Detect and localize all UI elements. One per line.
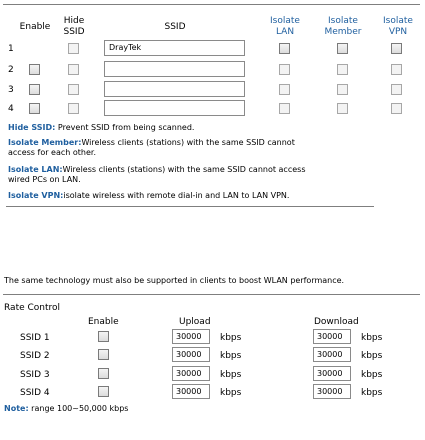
notes-divider <box>6 206 374 207</box>
rate-control-title: Rate Control <box>4 303 61 313</box>
upload-unit: kbps <box>220 351 242 361</box>
download-input[interactable]: 30000 <box>313 347 351 362</box>
download-unit: kbps <box>361 333 383 343</box>
row-index: 3 <box>8 85 14 95</box>
hide-ssid-checkbox[interactable] <box>68 43 79 54</box>
rate-header-enable: Enable <box>88 317 119 327</box>
rate-ssid-label: SSID 2 <box>20 351 50 361</box>
download-unit: kbps <box>361 388 383 398</box>
download-input[interactable]: 30000 <box>313 329 351 344</box>
isolate-vpn-checkbox[interactable] <box>391 103 402 114</box>
isolate-vpn-checkbox[interactable] <box>391 64 402 75</box>
upload-unit: kbps <box>220 388 242 398</box>
note-isolate-lan-cont: wired PCs on LAN. <box>8 175 81 184</box>
upload-unit: kbps <box>220 370 242 380</box>
hide-ssid-checkbox[interactable] <box>68 84 79 95</box>
header-isolate-vpn: Isolate VPN <box>383 16 413 37</box>
isolate-member-checkbox[interactable] <box>337 64 348 75</box>
row-index: 1 <box>8 44 14 54</box>
row-index: 2 <box>8 65 14 75</box>
upload-input[interactable]: 30000 <box>172 347 210 362</box>
note-isolate-member-cont: access for each other. <box>8 148 96 157</box>
isolate-vpn-checkbox[interactable] <box>391 43 402 54</box>
tech-note: The same technology must also be supported in clients to boost WLAN performance. <box>4 276 345 285</box>
rate-enable-checkbox[interactable] <box>98 368 109 379</box>
upload-input[interactable]: 30000 <box>172 384 210 399</box>
header-ssid: SSID <box>164 22 186 32</box>
download-unit: kbps <box>361 370 383 380</box>
rate-header-upload: Upload <box>179 317 211 327</box>
rate-ssid-label: SSID 1 <box>20 333 50 343</box>
upload-input[interactable]: 30000 <box>172 366 210 381</box>
tech-divider <box>3 294 420 295</box>
header-isolate-member: Isolate Member <box>324 16 362 37</box>
note-hide-ssid: Hide SSID: Prevent SSID from being scanned. <box>8 123 195 132</box>
isolate-member-checkbox[interactable] <box>337 43 348 54</box>
enable-checkbox[interactable] <box>29 103 40 114</box>
header-isolate-lan: Isolate LAN <box>270 16 300 37</box>
ssid-input[interactable]: DrayTek <box>104 40 245 56</box>
rate-enable-checkbox[interactable] <box>98 331 109 342</box>
isolate-lan-checkbox[interactable] <box>279 43 290 54</box>
rate-header-download: Download <box>314 317 359 327</box>
note-isolate-vpn: Isolate VPN:isolate wireless with remote dial-in and LAN to LAN VPN. <box>8 191 290 200</box>
isolate-vpn-checkbox[interactable] <box>391 84 402 95</box>
enable-checkbox[interactable] <box>29 84 40 95</box>
isolate-lan-checkbox[interactable] <box>279 84 290 95</box>
download-input[interactable]: 30000 <box>313 384 351 399</box>
isolate-member-checkbox[interactable] <box>337 103 348 114</box>
header-hide-ssid: Hide SSID <box>63 16 85 37</box>
download-input[interactable]: 30000 <box>313 366 351 381</box>
range-note: Note: range 100~50,000 kbps <box>4 404 129 413</box>
header-enable: Enable <box>19 22 51 32</box>
download-unit: kbps <box>361 351 383 361</box>
rate-enable-checkbox[interactable] <box>98 349 109 360</box>
row-index: 4 <box>8 104 14 114</box>
ssid-input[interactable] <box>104 81 245 97</box>
ssid-input[interactable] <box>104 61 245 77</box>
note-isolate-member: Isolate Member:Wireless clients (stations) with the same SSID cannot <box>8 138 295 147</box>
note-isolate-lan: Isolate LAN:Wireless clients (stations) with the same SSID cannot access <box>8 165 306 174</box>
isolate-member-checkbox[interactable] <box>337 84 348 95</box>
upload-input[interactable]: 30000 <box>172 329 210 344</box>
isolate-lan-checkbox[interactable] <box>279 64 290 75</box>
enable-checkbox[interactable] <box>29 64 40 75</box>
isolate-lan-checkbox[interactable] <box>279 103 290 114</box>
hide-ssid-checkbox[interactable] <box>68 103 79 114</box>
hide-ssid-checkbox[interactable] <box>68 64 79 75</box>
rate-enable-checkbox[interactable] <box>98 386 109 397</box>
rate-ssid-label: SSID 3 <box>20 370 50 380</box>
rate-ssid-label: SSID 4 <box>20 388 50 398</box>
upload-unit: kbps <box>220 333 242 343</box>
ssid-input[interactable] <box>104 100 245 116</box>
top-divider <box>3 4 420 5</box>
